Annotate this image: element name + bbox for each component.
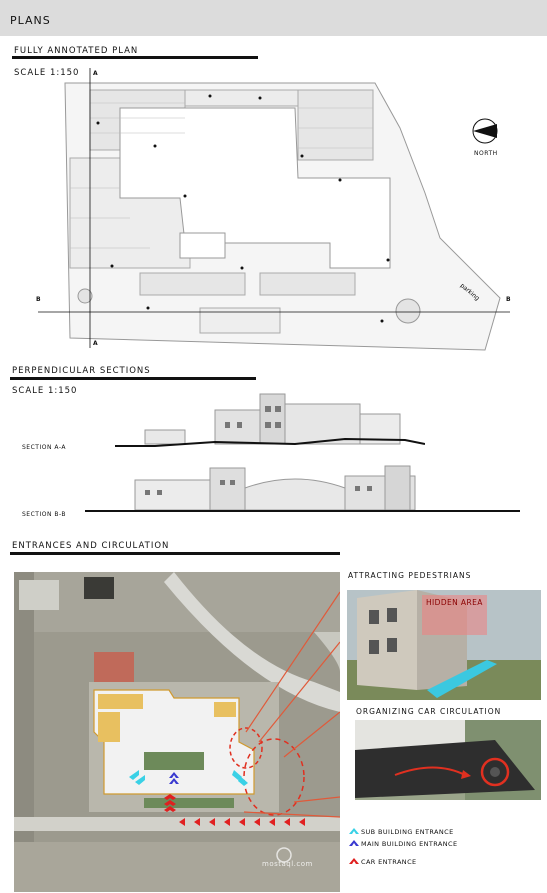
car-entrance-legend-icon <box>349 858 359 864</box>
annotated-floor-plan <box>30 68 520 358</box>
section-b-label: SECTION B-B <box>22 511 67 518</box>
aerial-site-map <box>14 572 340 892</box>
plan-scale: SCALE 1:150 <box>14 68 80 78</box>
page-header <box>0 0 547 36</box>
north-arrow-icon <box>472 118 498 144</box>
plan-heading: FULLY ANNOTATED PLAN <box>14 46 139 56</box>
car-circulation-render <box>355 720 541 800</box>
sections-heading-rule <box>10 377 256 380</box>
hidden-area-label: HIDDEN AREA <box>426 598 483 607</box>
section-marker-a-top: A <box>93 70 99 77</box>
section-marker-b-left: B <box>36 296 42 303</box>
watermark: mostaql.com <box>262 860 313 868</box>
legend-car-entrance: CAR ENTRANCE <box>361 858 417 866</box>
section-b-drawing <box>85 462 520 516</box>
section-marker-b-right: B <box>506 296 512 303</box>
section-a-drawing <box>115 392 425 454</box>
legend-main-entrance: MAIN BUILDING ENTRANCE <box>361 840 458 848</box>
legend-sub-entrance: SUB BUILDING ENTRANCE <box>361 828 454 836</box>
parking-label: parking <box>458 282 481 303</box>
sections-heading: PERPENDICULAR SECTIONS <box>12 366 151 376</box>
circulation-heading: ENTRANCES AND CIRCULATION <box>12 541 170 551</box>
sub-entrance-legend-icon <box>349 828 359 834</box>
circulation-heading-rule <box>10 552 340 555</box>
main-entrance-legend-icon <box>349 840 359 846</box>
section-a-label: SECTION A-A <box>22 444 66 451</box>
legend-icons <box>347 826 361 868</box>
section-marker-a-bottom: A <box>93 340 99 347</box>
organizing-car-title: ORGANIZING CAR CIRCULATION <box>356 707 502 716</box>
north-label: NORTH <box>474 150 498 157</box>
attracting-pedestrians-title: ATTRACTING PEDESTRIANS <box>348 571 472 580</box>
plan-heading-rule <box>12 56 258 59</box>
sections-scale: SCALE 1:150 <box>12 386 78 396</box>
page-title: PLANS <box>10 14 51 27</box>
